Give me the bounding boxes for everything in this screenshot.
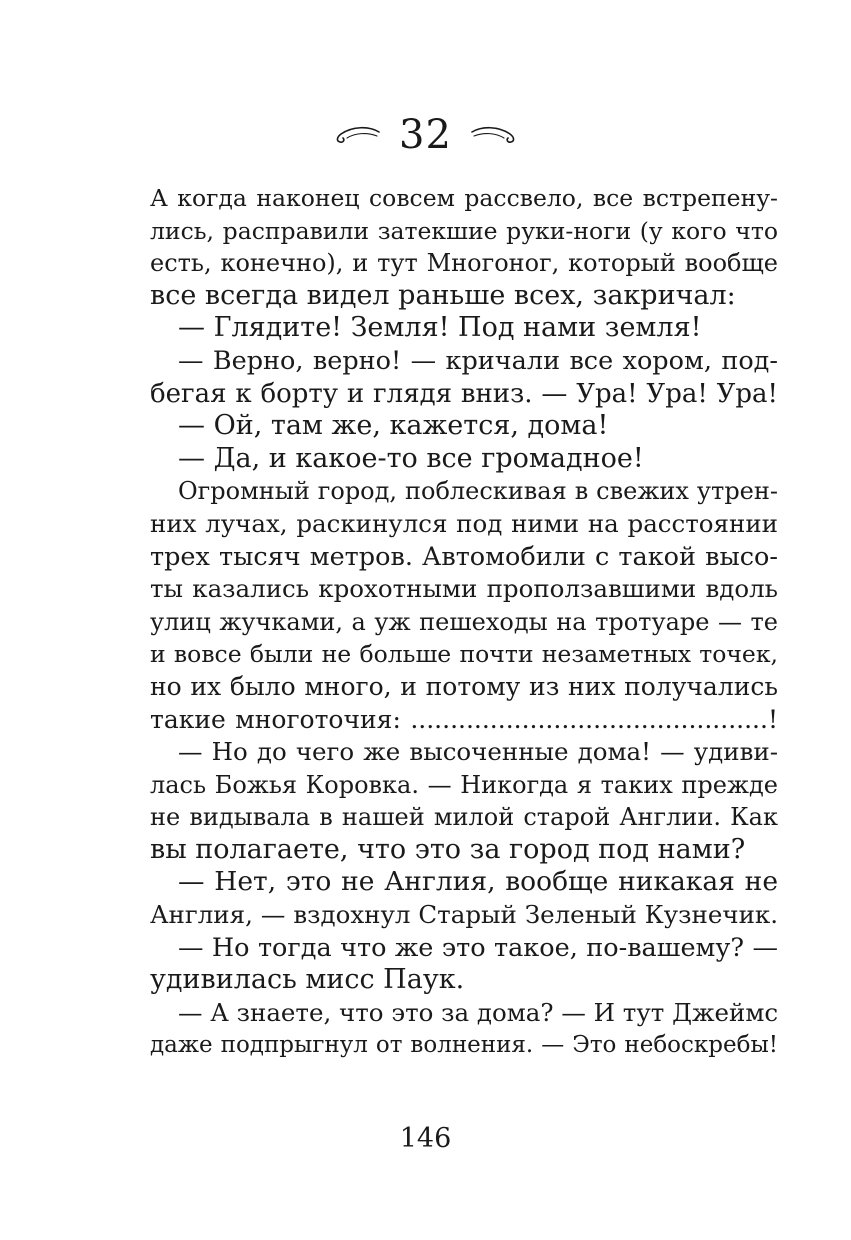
text-line: вы полагаете, что это за город под нами? <box>150 833 746 865</box>
text-line: них лучах, раскинулся под ними на расстоянии <box>150 508 778 538</box>
text-line: даже подпрыгнул от волнения. — Это небоскребы! <box>150 1032 778 1059</box>
page-number: 146 <box>399 1123 452 1154</box>
text-line: улиц жучками, а уж пешеходы на тротуаре — те <box>150 607 778 636</box>
text-line: есть, конечно), и тут Многоног, который вообще <box>150 249 778 278</box>
text-line: и вовсе были не больше почти незаметных точек, <box>150 640 778 669</box>
text-line: трех тысяч метров. Автомобили с такой высо- <box>150 541 778 572</box>
text-line: но их было много, и потому из них получались <box>150 671 778 701</box>
text-line: такие многоточия: .............................................! <box>150 704 778 734</box>
text-line: удивилась мисс Паук. <box>150 964 465 996</box>
text-line: лась Божья Коровка. — Никогда я таких прежде <box>150 770 778 799</box>
dialogue-line: — Нет, это не Англия, вообще никакая не <box>178 866 778 898</box>
right-flourish-icon <box>470 123 518 147</box>
chapter-header <box>0 110 851 160</box>
dialogue-line: — Но тогда что же это такое, по-вашему? — <box>178 932 778 963</box>
dialogue-line: — Глядите! Земля! Под нами земля! <box>178 312 702 344</box>
text-line: не видывала в нашей милой старой Англии. Как <box>150 803 778 832</box>
dialogue-line: — Да, и какое-то все громадное! <box>178 442 644 474</box>
text-line: все всегда видел раньше всех, закричал: <box>150 279 736 311</box>
text-line: А когда наконец совсем рассвело, все встрепену- <box>150 184 778 212</box>
left-flourish-icon <box>333 123 381 147</box>
body-text <box>150 182 778 1062</box>
dialogue-line: — Верно, верно! — кричали все хором, под- <box>178 345 778 376</box>
dialogue-line: — Но до чего же высоченные дома! — удиви- <box>178 737 778 767</box>
dialogue-line: — А знаете, что это за дома? — И тут Джеймс <box>178 997 779 1027</box>
chapter-number: 32 <box>399 112 452 158</box>
text-line: ты казались крохотными проползавшими вдоль <box>150 574 778 604</box>
text-line: Англия, — вздохнул Старый Зеленый Кузнечик. <box>150 900 778 930</box>
dialogue-line: — Ой, там же, кажется, дома! <box>178 410 609 442</box>
text-line: Огромный город, поблескивая в свежих утрен- <box>178 477 778 506</box>
text-line: лись, расправили затекшие руки-ноги (у кого что <box>150 216 778 245</box>
text-line: бегая к борту и глядя вниз. — Ура! Ура! Ура! <box>150 378 778 409</box>
